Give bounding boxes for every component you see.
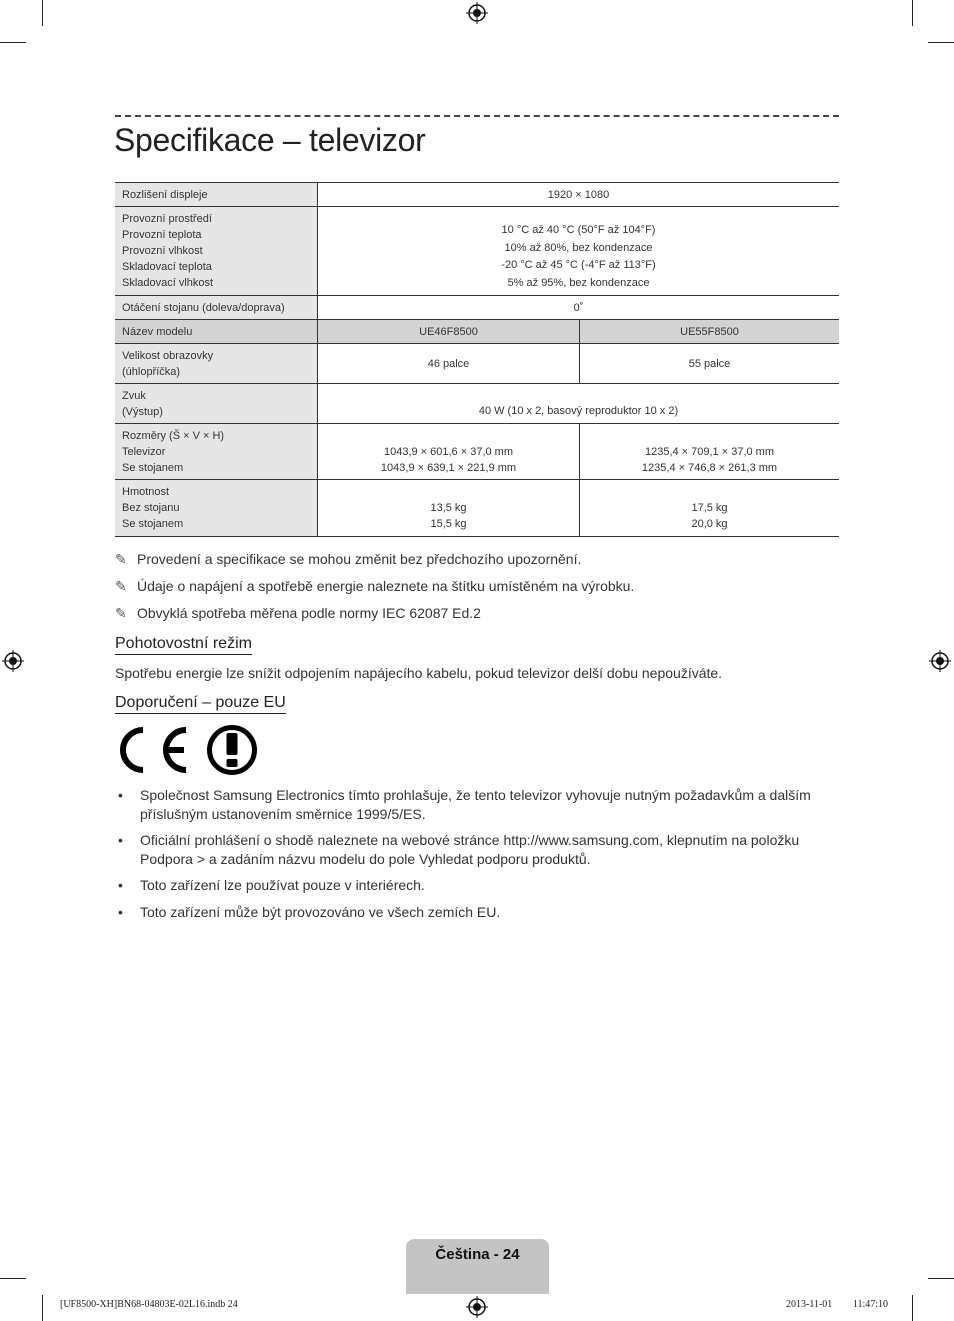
value-line: 13,5 kg <box>430 502 467 514</box>
row-value: 46 palce <box>318 344 580 384</box>
crop-mark <box>42 1295 43 1321</box>
list-item <box>115 903 839 922</box>
value-line: 20,0 kg <box>691 518 728 530</box>
row-label <box>115 424 318 480</box>
table-row <box>115 183 839 207</box>
row-value: 55 palce <box>580 344 840 384</box>
label-line: Velikost obrazovky <box>122 349 214 362</box>
label-line: Provozní vlhkost <box>122 245 203 257</box>
label-line: Provozní prostředí <box>122 213 212 225</box>
label-line: Hmotnost <box>122 486 170 498</box>
label-line: Zvuk <box>122 389 146 402</box>
registration-mark-icon <box>2 650 24 672</box>
list-item-text: Toto zařízení lze používat pouze v interiérech. <box>140 877 425 893</box>
pencil-icon: ✎ <box>115 605 127 621</box>
paragraph: Spotřebu energie lze snížit odpojením napájecího kabelu, pokud televizor delší dobu nepoužíváte. <box>115 665 723 681</box>
value-line: 1043,9 × 639,1 × 221,9 mm <box>380 461 517 474</box>
crop-mark <box>0 1278 26 1279</box>
registration-mark-icon <box>466 1296 488 1318</box>
label-line: Skladovací vlhkost <box>122 277 214 289</box>
bullet-icon: • <box>118 877 123 893</box>
row-label: Název modelu <box>115 320 318 344</box>
row-value <box>318 384 840 424</box>
pencil-icon: ✎ <box>115 578 127 594</box>
table-row <box>115 480 839 537</box>
section-heading: Doporučení – pouze EU <box>115 694 286 714</box>
row-value <box>318 480 580 537</box>
page-number: Čeština - 24 <box>435 1246 520 1263</box>
list-item <box>115 831 839 869</box>
note-text: Provedení a specifikace se mohou změnit bez předchozího upozornění. <box>137 551 582 567</box>
list-item-text: Společnost Samsung Electronics tímto prohlašuje, že tento televizor vyhovuje nutným požadavkům a dalším příslušným ustanovením směrnice 1999/5/ES. <box>140 787 811 822</box>
bullet-icon: • <box>118 787 123 803</box>
row-label <box>115 480 318 537</box>
value-line: 10% až 80%, bez kondenzace <box>504 241 653 254</box>
section-heading: Pohotovostní režim <box>115 635 252 655</box>
table-row <box>115 207 839 296</box>
registration-mark-icon <box>929 650 951 672</box>
note <box>115 578 634 595</box>
print-file-info: [UF8500-XH]BN68-04803E-02L16.indb 24 <box>60 1299 238 1310</box>
row-value <box>318 424 580 480</box>
label-line: Provozní teplota <box>122 229 202 241</box>
value-line: -20 °C až 45 °C (-4°F až 113°F) <box>501 259 656 271</box>
value-line: 1235,4 × 709,1 × 37,0 mm <box>644 445 775 458</box>
value-line: 15,5 kg <box>430 518 467 530</box>
row-value <box>580 424 840 480</box>
table-row <box>115 344 839 384</box>
ce-alert-mark-icon <box>114 724 260 776</box>
value-line: 17,5 kg <box>691 502 728 514</box>
label-line: Televizor <box>122 445 166 458</box>
model-b: UE55F8500 <box>580 320 840 344</box>
print-timestamp: 2013-11-01 ￿￿ 11:47:10 <box>786 1299 889 1310</box>
row-value: 0˚ <box>318 296 840 320</box>
crop-mark <box>42 0 43 26</box>
label-line: Bez stojanu <box>122 502 180 514</box>
table-row <box>115 424 839 480</box>
label-line: Skladovací teplota <box>122 261 212 273</box>
row-label: Otáčení stojanu (doleva/doprava) <box>115 296 318 320</box>
label-line: Se stojanem <box>122 518 184 530</box>
bullet-icon: • <box>118 904 123 920</box>
value-line: 5% až 95%, bez kondenzace <box>507 276 650 289</box>
list-item-text: Oficiální prohlášení o shodě naleznete na webové stránce http://www.samsung.com, klepnutím na položku Podpora > a zadáním názvu modelu do pole Vyhledat podporu produktů. <box>140 832 800 867</box>
row-value <box>318 207 840 296</box>
label-line: (úhlopříčka) <box>122 365 181 378</box>
table-row <box>115 384 839 424</box>
crop-mark <box>0 42 26 43</box>
note-text: Obvyklá spotřeba měřena podle normy IEC 62087 Ed.2 <box>137 605 481 621</box>
label-line: Se stojanem <box>122 461 184 474</box>
pencil-icon: ✎ <box>115 551 127 567</box>
note <box>115 551 581 568</box>
label-line: Rozměry (Š × V × H) <box>122 429 225 442</box>
note <box>115 605 481 622</box>
note-text: Údaje o napájení a spotřebě energie naleznete na štítku umístěném na výrobku. <box>137 578 635 594</box>
crop-mark <box>912 0 913 26</box>
row-label <box>115 207 318 296</box>
row-label: Rozlišení displeje <box>115 183 318 207</box>
value-line: 10 °C až 40 °C (50°F až 104°F) <box>501 224 656 236</box>
page-number-tab <box>406 1239 549 1294</box>
bullet-icon: • <box>118 832 123 848</box>
spec-table <box>115 182 839 537</box>
row-label <box>115 344 318 384</box>
crop-mark <box>912 1295 913 1321</box>
table-row <box>115 296 839 320</box>
value-line: 1043,9 × 601,6 × 37,0 mm <box>383 445 514 458</box>
row-label <box>115 384 318 424</box>
list-item-text: Toto zařízení může být provozováno ve všech zemích EU. <box>140 904 501 920</box>
crop-mark <box>928 1278 954 1279</box>
table-row-model <box>115 320 839 344</box>
list-item <box>115 786 839 824</box>
row-value: 1920 × 1080 <box>318 183 840 207</box>
registration-mark-icon <box>466 2 488 24</box>
label-line: (Výstup) <box>122 405 163 418</box>
value-line: 40 W (10 x 2, basový reproduktor 10 x 2) <box>478 405 679 417</box>
list-item <box>115 876 839 895</box>
model-a: UE46F8500 <box>318 320 580 344</box>
crop-mark <box>928 42 954 43</box>
page-title: Specifikace – televizor <box>114 122 426 158</box>
row-value <box>580 480 840 537</box>
dashed-rule <box>115 115 839 117</box>
value-line: 1235,4 × 746,8 × 261,3 mm <box>641 461 778 474</box>
